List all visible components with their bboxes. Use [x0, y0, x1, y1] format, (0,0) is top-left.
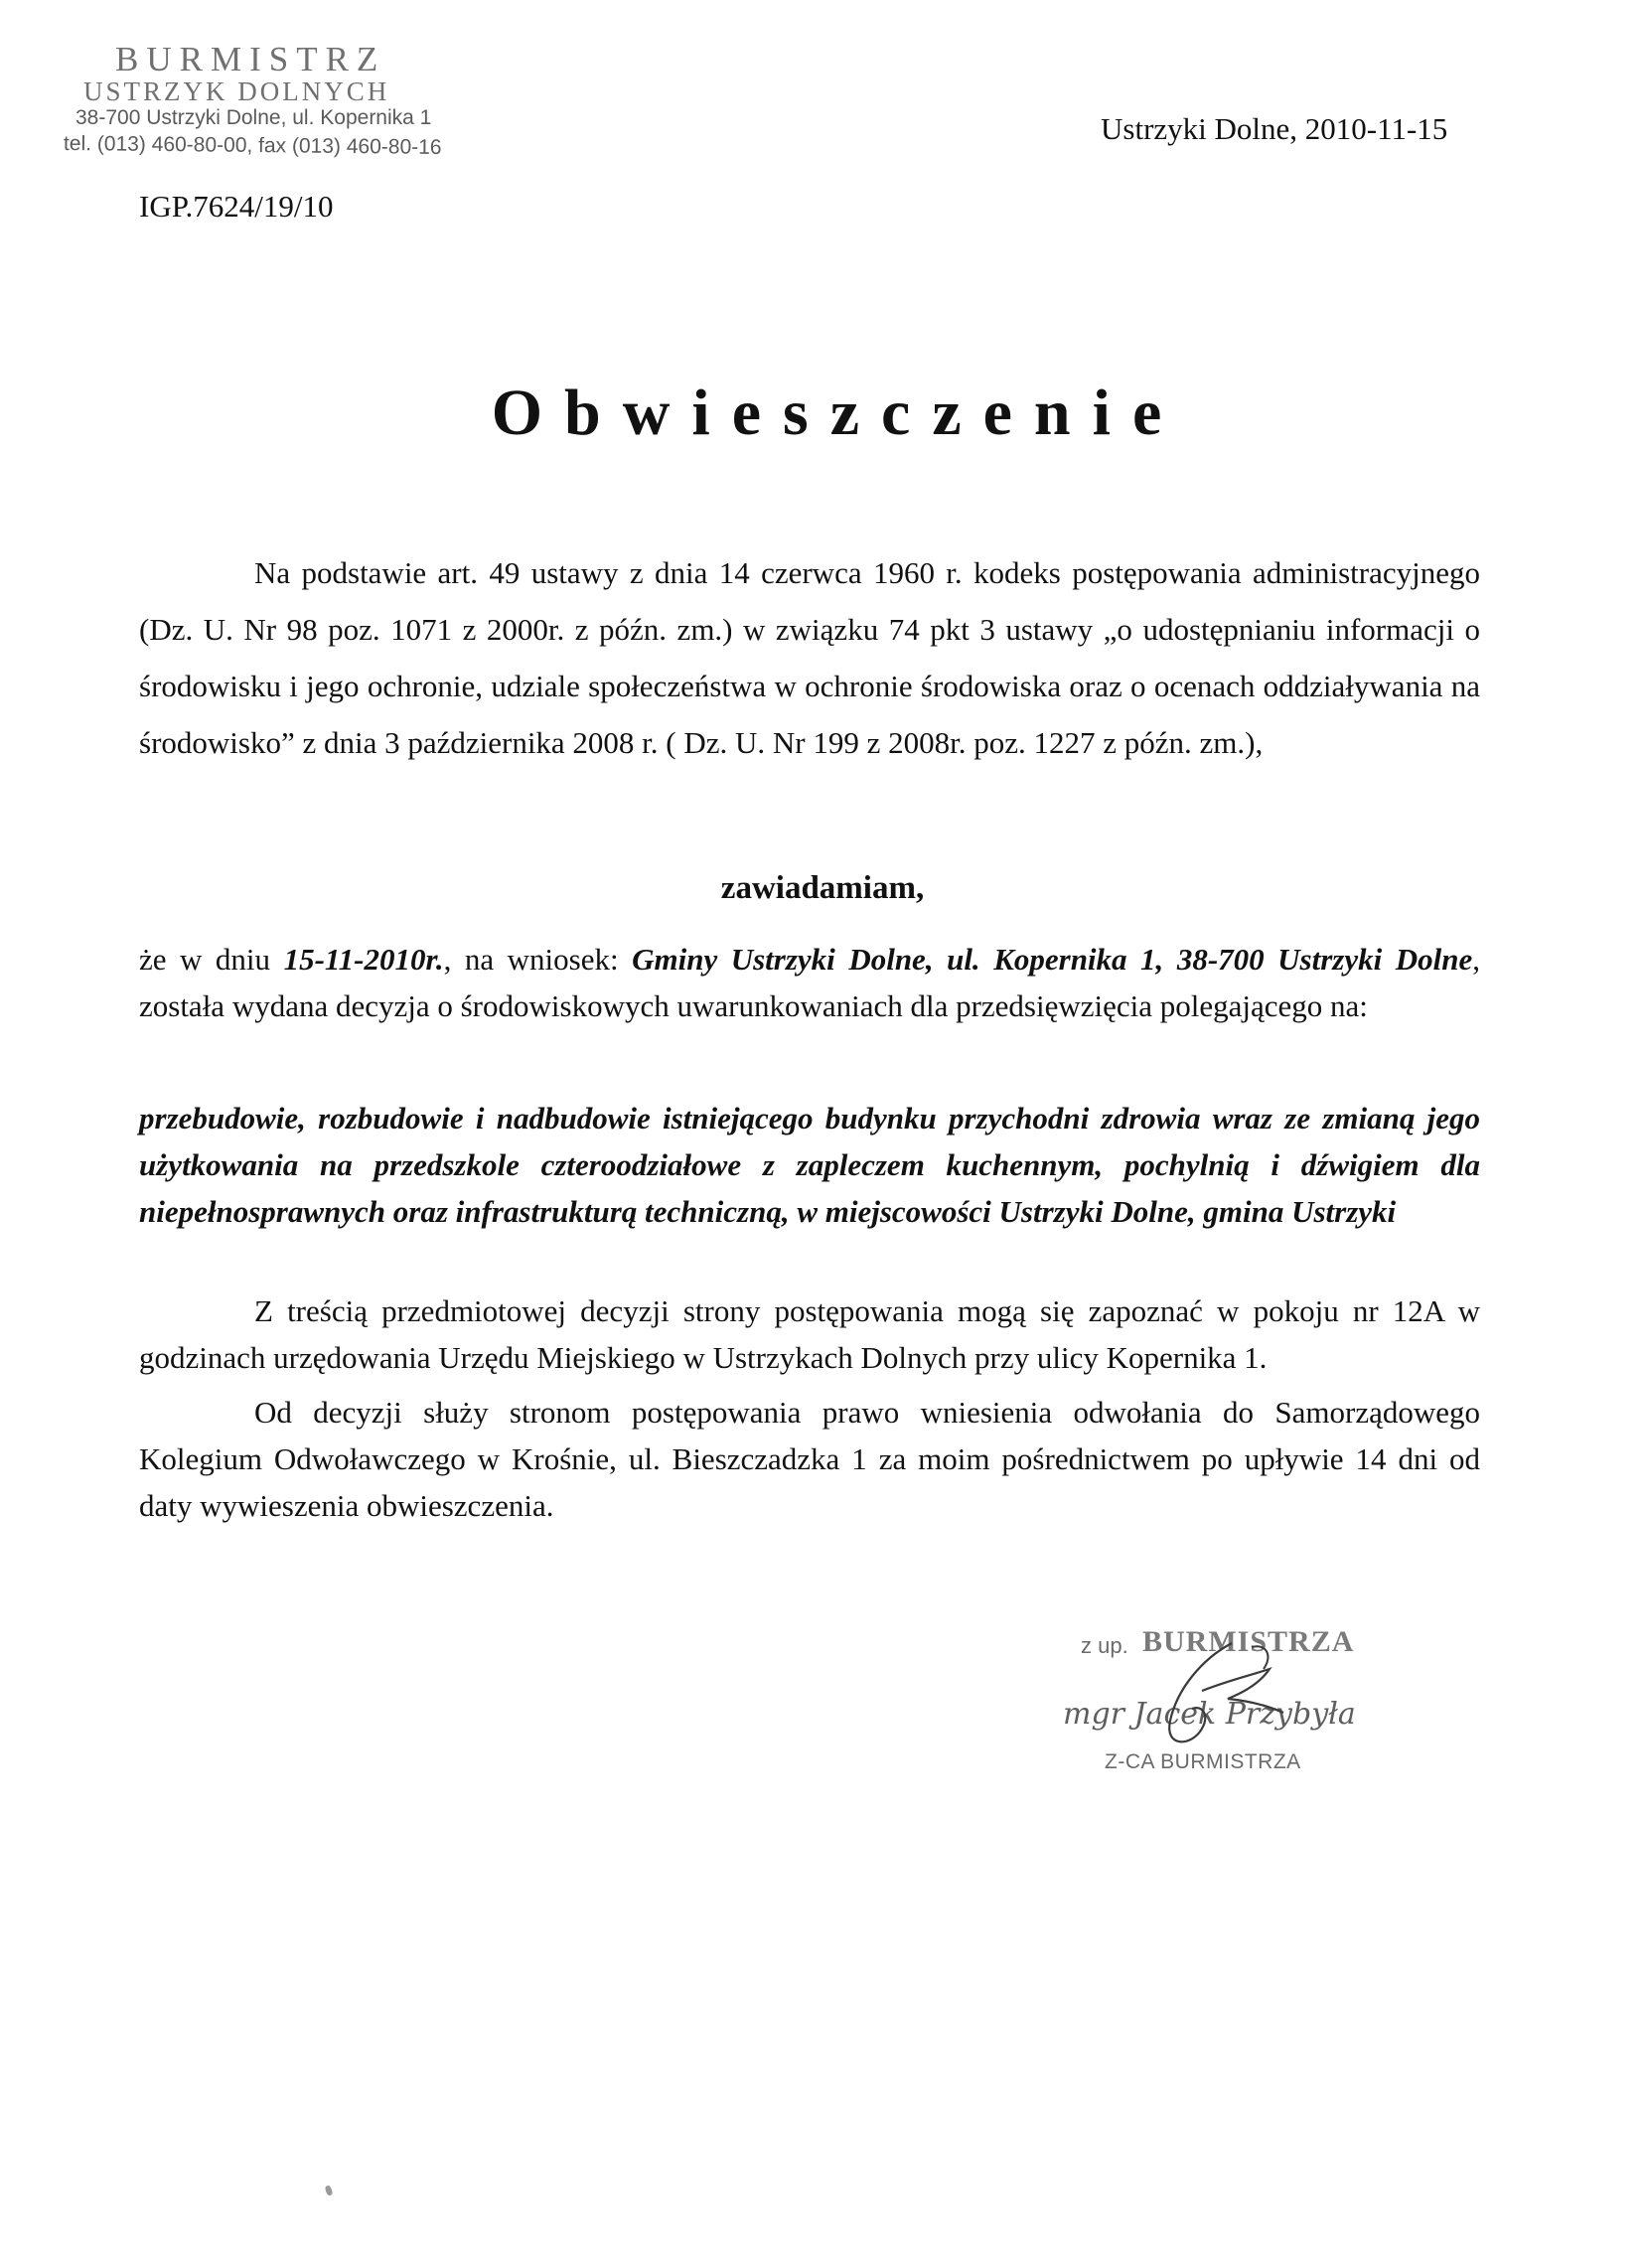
scan-speck	[324, 2185, 333, 2195]
document-title: Obwieszczenie	[491, 377, 1184, 449]
decision-paragraph	[139, 936, 1480, 1029]
stamp-address: 38-700 Ustrzyki Dolne, ul. Kopernika 1	[75, 106, 432, 129]
signature-name: mgr Jacek Przybyła	[1063, 1697, 1356, 1732]
stamp-city: USTRZYK DOLNYCH	[83, 76, 390, 106]
handwritten-signature	[1053, 1629, 1411, 1788]
applicant-name: Gminy Ustrzyki Dolne, ul. Kopernika 1, 38-700 Ustrzyki Dolne	[632, 942, 1473, 977]
decision-middle: , na wniosek:	[443, 942, 633, 977]
inspection-paragraph: Z treścią przedmiotowej decyzji strony postępowania mogą się zapoznać w pokoju nr 12A w godzinach urzędowania Urzędu Miejskiego w Ustrzykach Dolnych przy ulicy Kopernika 1.	[139, 1293, 1480, 1375]
appeal-paragraph: Od decyzji służy stronom postępowania prawo wniesienia odwołania do Samorządowego Kolegium Odwoławczego w Krośnie, ul. Bieszczadzka 1 za moim pośrednictwem po upływie 14 dni od daty wywieszenia obwieszczenia.	[139, 1395, 1480, 1523]
signature-role: Z-CA BURMISTRZA	[1105, 1750, 1301, 1773]
stamp-phone: tel. (013) 460-80-00, fax (013) 460-80-16	[63, 132, 442, 159]
reference-number: IGP.7624/19/10	[139, 189, 334, 224]
announcement-heading: zawiadamiam,	[720, 870, 925, 906]
signature-stamp	[1053, 1625, 1411, 1788]
decision-prefix: że w dniu	[139, 942, 284, 977]
signature-zup: z up.	[1081, 1633, 1128, 1658]
stamp-office: BURMISTRZ	[115, 40, 386, 78]
signature-office: BURMISTRZA	[1142, 1625, 1355, 1658]
decision-date: 15-11-2010r.	[283, 942, 444, 977]
legal-basis-paragraph: Na podstawie art. 49 ustawy z dnia 14 czerwca 1960 r. kodeks postępowania administracyjnego (Dz. U. Nr 98 poz. 1071 z 2000r. z późn. zm.) w związku 74 pkt 3 ustawy „o udostępnianiu informacji o środowisku i jego ochronie, udziale społeczeństwa w ochronie środowiska oraz o ocenach oddziaływania na środowisko” z dnia 3 października 2008 r. ( Dz. U. Nr 199 z 2008r. poz. 1227 z późn. zm.),	[139, 555, 1480, 760]
issuer-stamp	[63, 40, 487, 159]
document-date: Ustrzyki Dolne, 2010-11-15	[1101, 111, 1448, 146]
project-description: przebudowie, rozbudowie i nadbudowie istniejącego budynku przychodni zdrowia wraz ze zmianą jego użytkowania na przedszkole czteroodziałowe z zapleczem kuchennym, pochylnią i dźwigiem dla niepełnosprawnych oraz infrastrukturą techniczną, w miejscowości Ustrzyki Dolne, gmina Ustrzyki	[139, 1101, 1480, 1229]
decision-suffix: , została wydana decyzja o środowiskowych uwarunkowaniach dla przedsięwzięcia polegającego na:	[139, 942, 1480, 1023]
